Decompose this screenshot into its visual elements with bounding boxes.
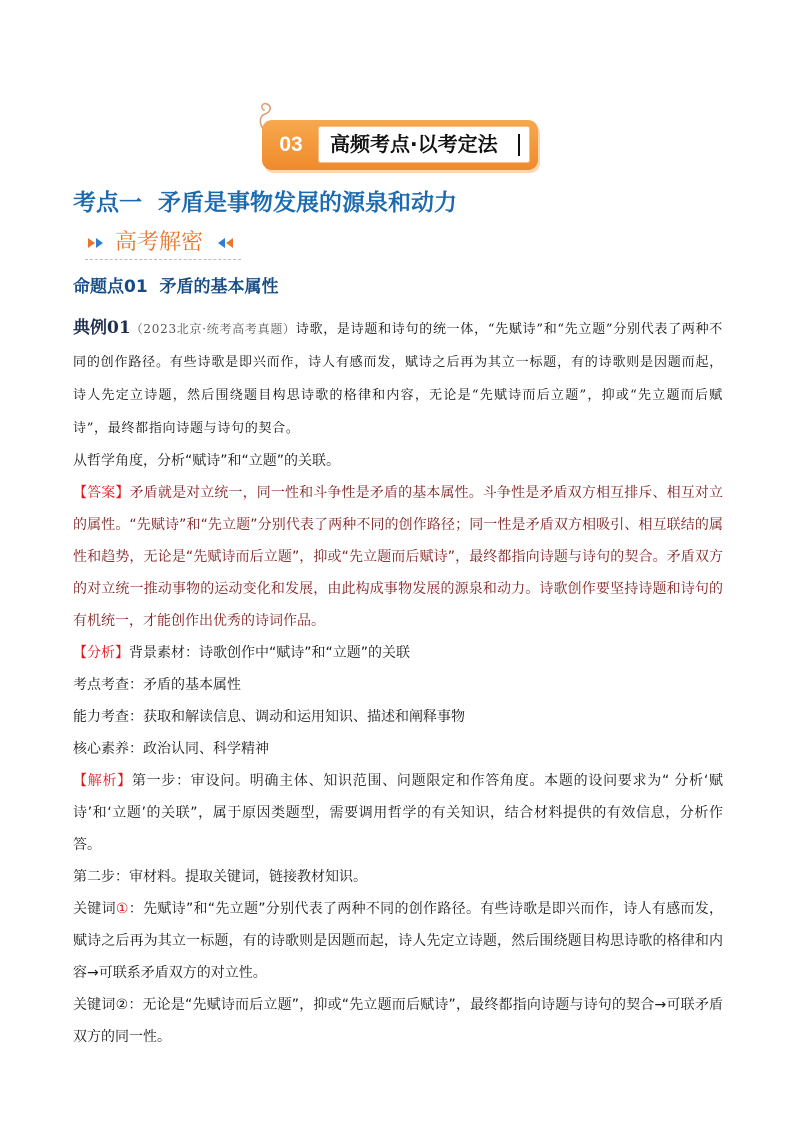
double-arrow-right-icon bbox=[96, 238, 103, 248]
example-label: 典例01 bbox=[73, 318, 131, 338]
example-question: 从哲学角度，分析“赋诗”和“立题”的关联。 bbox=[73, 453, 341, 469]
proposition-title: 命题点01 矛盾的基本属性 bbox=[73, 277, 279, 297]
keyword-1-marker: ① bbox=[115, 901, 129, 917]
analysis-literacy: 核心素养：政治认同、科学精神 bbox=[73, 741, 269, 757]
banner-title: 高频考点·以考定法 bbox=[330, 132, 498, 156]
answer-label: 【答案】 bbox=[73, 485, 130, 501]
banner-bar-decoration bbox=[518, 134, 520, 156]
keyword-2-text: ：无论是“先赋诗而后立题”，抑或“先立题而后赋诗”，最终都指向诗题与诗句的契合→可联矛盾双方的同一性。 bbox=[73, 997, 724, 1045]
keyword-2 bbox=[73, 989, 723, 1053]
section-title: 考点一 矛盾是事物发展的源泉和动力 bbox=[73, 190, 458, 216]
double-arrow-left-icon bbox=[218, 238, 225, 248]
answer-text: 矛盾就是对立统一，同一性和斗争性是矛盾的基本属性。斗争性是矛盾双方相互排斥、相互对立的属性。“先赋诗”和“先立题”分别代表了两种不同的创作路径；同一性是矛盾双方相吸引、相互联结的属性和趋势，无论是“先赋诗而后立题”，抑或“先立题而后赋诗”，最终都指向诗题与诗句的契合。矛盾双方的对立统一推动事物的运动变化和发展，由此构成事物发展的源泉和动力。诗歌创作要坚持诗题和诗句的有机统一，才能创作出优秀的诗词作品。 bbox=[73, 485, 724, 629]
section-banner bbox=[262, 120, 538, 170]
sub-banner-label: 高考解密 bbox=[115, 230, 204, 255]
banner-title-box bbox=[318, 126, 530, 163]
content-body bbox=[73, 312, 723, 1053]
keyword-2-label: 关键词 bbox=[73, 997, 116, 1013]
explanation-step1-text: 第一步：审设问。明确主体、知识范围、问题限定和作答角度。本题的设问要求为“ 分析‘赋诗’和‘立题’的关联”，属于原因类题型，需要调用哲学的有关知识，结合材料提供的有效信息，分析作答。 bbox=[73, 773, 724, 853]
example-source: （2023北京·统考高考真题） bbox=[130, 322, 296, 336]
answer-paragraph bbox=[73, 477, 723, 637]
double-arrow-right-icon bbox=[88, 238, 95, 248]
analysis-background bbox=[73, 637, 723, 669]
example-text: 诗歌，是诗题和诗句的统一体，“先赋诗”和“先立题”分别代表了两种不同的创作路径。有些诗歌是即兴而作，诗人有感而发，赋诗之后再为其立一标题，有的诗歌则是因题而起，诗人先定立诗题，然后围绕题目构思诗歌的格律和内容，无论是“先赋诗而后立题”，抑或“先立题而后赋诗”，最终都指向诗题与诗句的契合。 bbox=[73, 322, 723, 436]
keyword-1 bbox=[73, 893, 723, 989]
analysis-topic: 考点考查：矛盾的基本属性 bbox=[73, 677, 241, 693]
banner-number: 03 bbox=[279, 133, 303, 156]
keyword-1-text: ：先赋诗”和“先立题”分别代表了两种不同的创作路径。有些诗歌是即兴而作，诗人有感而发，赋诗之后再为其立一标题，有的诗歌则是因题而起，诗人先定立诗题，然后围绕题目构思诗歌的格律和内容→可联系矛盾双方的对立性。 bbox=[73, 901, 724, 981]
analysis-label: 【分析】 bbox=[73, 645, 129, 661]
keyword-1-label: 关键词 bbox=[73, 901, 116, 917]
explanation-step2: 第二步：审材料。提取关键词，链接教材知识。 bbox=[73, 869, 367, 885]
keyword-2-marker: ② bbox=[115, 997, 129, 1013]
double-arrow-left-icon bbox=[226, 238, 233, 248]
example-material bbox=[73, 312, 723, 445]
explanation-label: 【解析】 bbox=[73, 773, 132, 789]
analysis-background-text: 背景素材：诗歌创作中“赋诗”和“立题”的关联 bbox=[129, 645, 411, 661]
analysis-ability: 能力考查：获取和解读信息、调动和运用知识、描述和阐释事物 bbox=[73, 709, 465, 725]
sub-banner bbox=[85, 228, 241, 260]
explanation-step1 bbox=[73, 765, 723, 861]
